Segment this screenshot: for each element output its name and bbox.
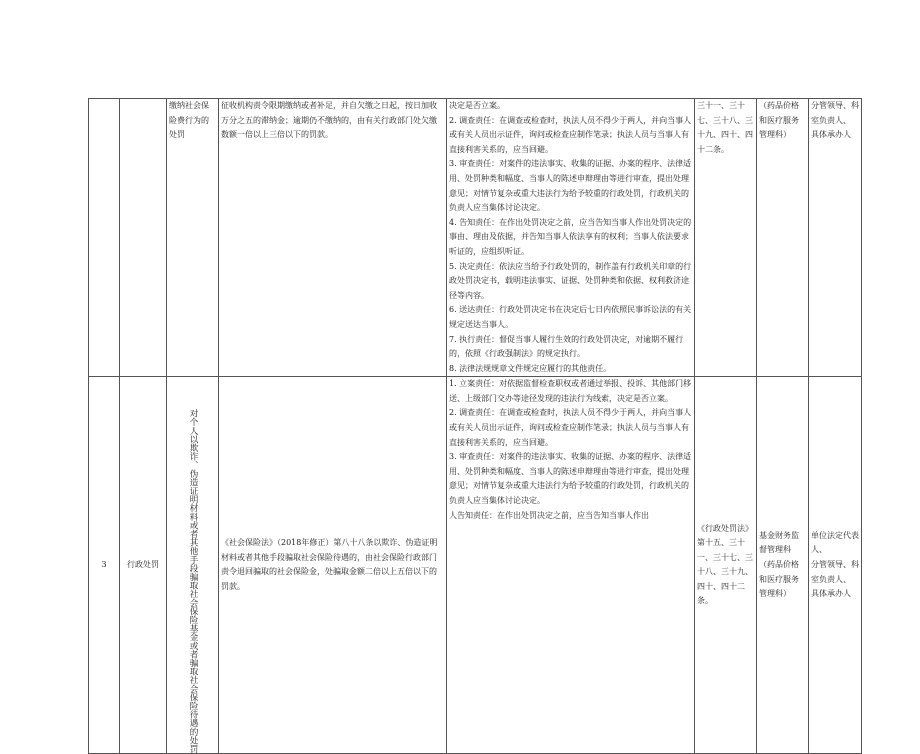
person-item: 分管领导、科室负责人、 (811, 101, 859, 125)
duty-item: 人告知责任：在作出处罚决定之前，应当告知当事人作出 (449, 510, 649, 520)
power-name-vertical (169, 409, 216, 753)
person-item: 分管领导、科室负责人、 (811, 559, 859, 584)
row-number (89, 99, 120, 377)
duty-item: 4. 告知责任：在作出处罚决定之前，应当告知当事人作出处罚决定的事由、理由及依据，并告知当事人依法享有的权利；当事人依法要求听证的，应组织听证。 (449, 217, 692, 256)
table-row (89, 99, 862, 377)
duty-item: 决定是否立案。 (449, 101, 505, 110)
legal-clauses: 《行政处罚法》第十五、三十一、三十七、三十八、三十九、四十、四十二条。 (695, 377, 757, 754)
power-name: 缴纳社会保险费行为的处罚 (167, 99, 219, 377)
duty-item: 3. 审查责任：对案件的违法事实、收集的证据、办案的程序、法律适用、处罚种类和幅度、当事人的陈述申辩理由等进行审查，提出处理意见；对情节复杂或重大违法行为给予较重的行政处罚，行政机关的负责人应当集体讨论决定。 (449, 159, 692, 213)
table-row (89, 377, 862, 754)
duty-item: 2. 调查责任：在调查或检查时，执法人员不得少于两人，并向当事人或有关人员出示证件，询问或检查应制作笔录；执法人员与当事人有直接利害关系的，应当回避。 (449, 115, 692, 154)
power-type: 行政处罚 (120, 377, 167, 754)
responsible-persons (809, 99, 862, 377)
responsible-department: 基金财务监督管理科（药品价格和医疗服务管理科） (757, 377, 809, 754)
duty-list (447, 99, 695, 377)
person-item: 具体承办人 (811, 130, 851, 140)
duty-item: 2. 调查责任：在调查或检查时，执法人员不得少于两人，并向当事人或有关人员出示证件，询问或检查应制作笔录；执法人员与当事人有直接利害关系的，应当回避。 (449, 408, 692, 447)
legal-clauses: 三十一、三十七、三十八、三十九、四十、四十二条。 (695, 99, 757, 377)
power-name (167, 377, 219, 754)
duty-item: 5. 决定责任：依法应当给予行政处罚的，制作盖有行政机关印章的行政处罚决定书，载明违法事实、证据、处罚种类和依据、权利救济途径等内容。 (449, 261, 692, 300)
duty-item: 7. 执行责任：督促当事人履行生效的行政处罚决定，对逾期不履行的，依照《行政强制法》的规定执行。 (449, 334, 684, 359)
legal-basis: 《社会保险法》（2018年修正）第八十八条以欺诈、伪造证明材料或者其他手段骗取社会保险待遇的，由社会保险行政部门责令退回骗取的社会保险金，处骗取金额二倍以上五倍以下的罚款。 (219, 377, 447, 754)
duty-item: 8. 法律法规规章文件规定应履行的其他责任。 (449, 363, 612, 373)
duty-item: 6. 送达责任：行政处罚决定书在决定后七日内依照民事诉讼法的有关规定送达当事人。 (449, 305, 692, 329)
power-type (120, 99, 167, 377)
duty-item: 3. 审查责任：对案件的违法事实、收集的证据、办案的程序、法律适用、处罚种类和幅度、当事人的陈述申辩理由等进行审查，提出处理意见；对情节复杂或重大违法行为给予较重的行政处罚，行政机关的负责人应当集体讨论决定。 (449, 452, 692, 506)
person-item: 具体承办人 (811, 589, 851, 599)
row-number: 3 (89, 377, 120, 754)
duty-list (447, 377, 695, 754)
duty-item: 1. 立案责任：对依据监督检查职权或者通过举报、投诉、其他部门移送、上级部门交办等途径发现的违法行为线索，决定是否立案。 (449, 379, 692, 403)
responsible-department: （药品价格和医疗服务管理科） (757, 99, 809, 377)
power-name-text: 对个人以欺诈、伪造证明材料或者其他手段骗取社会保险基金或者骗取社会保险待遇的处罚 (188, 409, 198, 754)
power-list-table (88, 98, 862, 754)
legal-basis: 征收机构责令限期缴纳或者补足，并自欠缴之日起，按日加收万分之五的滞纳金；逾期仍不缴纳的，由有关行政部门处欠缴数额一倍以上三倍以下的罚款。 (219, 99, 447, 377)
responsible-persons (809, 377, 862, 754)
person-item: 单位法定代表人、 (811, 530, 859, 555)
